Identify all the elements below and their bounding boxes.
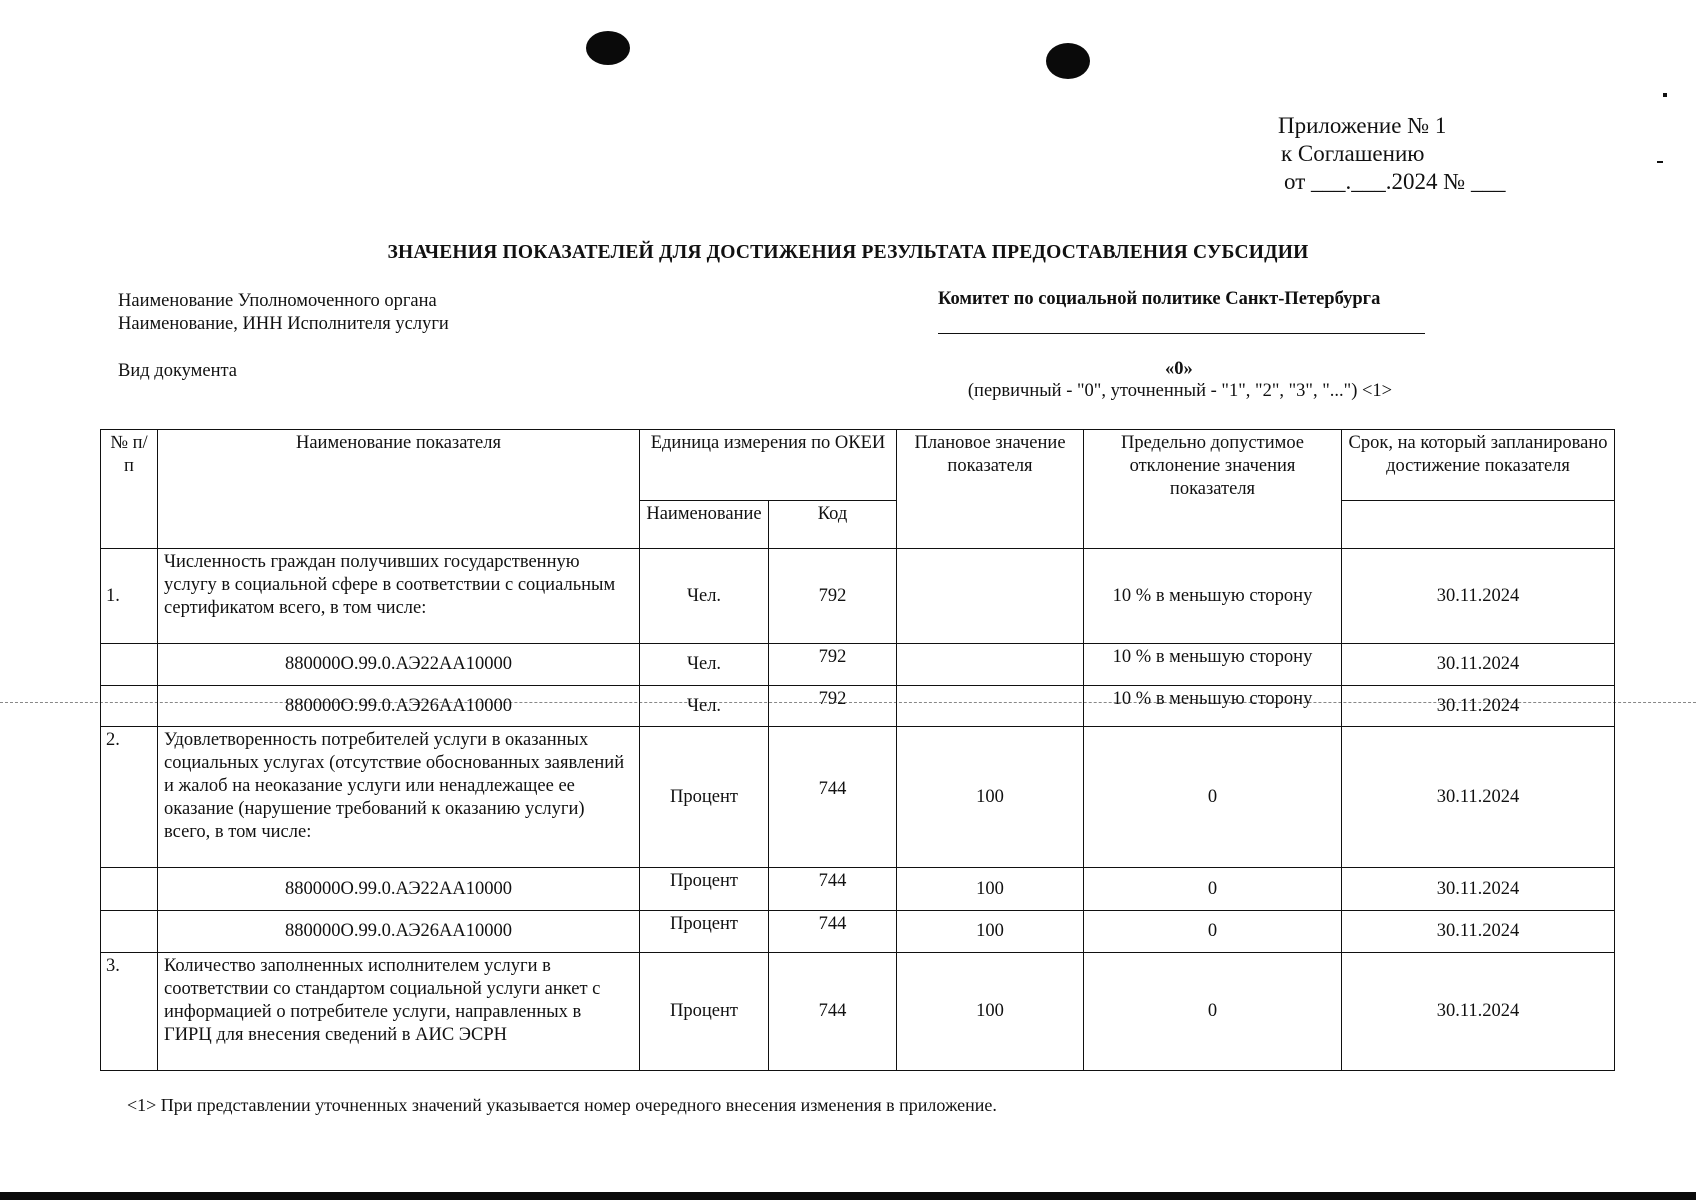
row-name: 880000О.99.0.АЭ22АА10000 [158,644,640,686]
col-header-unit: Единица измерения по ОКЕИ [640,430,897,501]
row-deadline: 30.11.2024 [1342,868,1615,911]
row-num [101,911,158,953]
row-plan [897,549,1084,644]
table-row [101,644,1615,686]
row-deadline: 30.11.2024 [1342,953,1615,1071]
row-unit: Процент [640,727,769,868]
row-deviation: 0 [1084,727,1342,868]
row-code: 744 [769,953,897,1071]
row-unit: Процент [640,911,769,953]
row-deadline: 30.11.2024 [1342,911,1615,953]
row-num [101,644,158,686]
row-code: 744 [769,727,897,868]
doctype-note: (первичный - "0", уточненный - "1", "2", "3", "...") <1> [967,381,1393,401]
row-code: 792 [769,686,897,727]
appendix-block [1278,112,1505,196]
scan-bottom-edge [0,1192,1696,1200]
row-plan [897,686,1084,727]
row-deviation: 0 [1084,911,1342,953]
executor-label: Наименование, ИНН Исполнителя услуги [118,314,449,334]
row-name: 880000О.99.0.АЭ22АА10000 [158,868,640,911]
table-row [101,727,1615,868]
row-deviation: 0 [1084,953,1342,1071]
row-deadline: 30.11.2024 [1342,549,1615,644]
authority-value: Комитет по социальной политике Санкт-Петербурга [938,289,1381,309]
table-row [101,686,1615,727]
authority-label: Наименование Уполномоченного органа [118,291,437,311]
punch-hole-left [586,31,630,65]
row-name: 880000О.99.0.АЭ26АА10000 [158,686,640,727]
row-num [101,686,158,727]
col-header-deadline-blank [1342,501,1615,549]
col-header-name: Наименование показателя [158,430,640,549]
row-code: 792 [769,549,897,644]
row-name: 880000О.99.0.АЭ26АА10000 [158,911,640,953]
col-header-plan: Плановое значение показателя [897,430,1084,549]
footnote: <1> При представлении уточненных значений указывается номер очередного внесения изменения в приложение. [127,1095,997,1115]
row-name: Удовлетворенность потребителей услуги в оказанных социальных услугах (отсутствие обоснованных заявлений и жалоб на неоказание услуги или ненадлежащее ее оказание (нарушение требований к оказанию услуги) всего, в том числе: [158,727,640,868]
col-header-unit-code: Код [769,501,897,549]
row-num: 1. [101,549,158,644]
doctype-value: «0» [1165,359,1193,379]
row-unit: Процент [640,953,769,1071]
row-code: 792 [769,644,897,686]
row-unit: Чел. [640,549,769,644]
table-row [101,911,1615,953]
row-name: Количество заполненных исполнителем услуги в соответствии со стандартом социальной услуги анкет с информацией о потребителе услуги, направленных в ГИРЦ для внесения сведений в АИС ЭСРН [158,953,640,1071]
row-code: 744 [769,868,897,911]
row-deadline: 30.11.2024 [1342,644,1615,686]
col-header-deadline: Срок, на который запланировано достижение показателя [1342,430,1615,501]
table-row [101,549,1615,644]
appendix-line-2: к Соглашению [1281,141,1425,166]
punch-hole-right [1046,43,1090,79]
row-num [101,868,158,911]
row-deviation: 10 % в меньшую сторону [1084,549,1342,644]
row-plan: 100 [897,953,1084,1071]
col-header-num: № п/п [101,430,158,549]
appendix-line-3: от ___.___.2024 № ___ [1284,169,1506,194]
document-title: ЗНАЧЕНИЯ ПОКАЗАТЕЛЕЙ ДЛЯ ДОСТИЖЕНИЯ РЕЗУЛЬТАТА ПРЕДОСТАВЛЕНИЯ СУБСИДИИ [387,242,1309,263]
row-plan: 100 [897,911,1084,953]
executor-value-line [938,333,1425,334]
scan-speck [1657,161,1663,163]
row-plan: 100 [897,727,1084,868]
appendix-line-1: Приложение № 1 [1278,113,1447,138]
table-row [101,868,1615,911]
row-unit: Чел. [640,644,769,686]
col-header-deviation: Предельно допустимое отклонение значения показателя [1084,430,1342,549]
indicators-table [100,429,1615,1071]
row-deviation: 10 % в меньшую сторону [1084,686,1342,727]
row-unit: Процент [640,868,769,911]
scan-speck [1663,93,1667,97]
row-deadline: 30.11.2024 [1342,686,1615,727]
table-row [101,953,1615,1071]
row-deviation: 10 % в меньшую сторону [1084,644,1342,686]
row-code: 744 [769,911,897,953]
row-num: 2. [101,727,158,868]
doctype-label: Вид документа [118,361,238,381]
row-name: Численность граждан получивших государственную услугу в социальной сфере в соответствии с социальным сертификатом всего, в том числе: [158,549,640,644]
row-num: 3. [101,953,158,1071]
row-plan: 100 [897,868,1084,911]
row-deadline: 30.11.2024 [1342,727,1615,868]
row-deviation: 0 [1084,868,1342,911]
row-plan [897,644,1084,686]
row-unit: Чел. [640,686,769,727]
col-header-unit-name: Наименование [640,501,769,549]
